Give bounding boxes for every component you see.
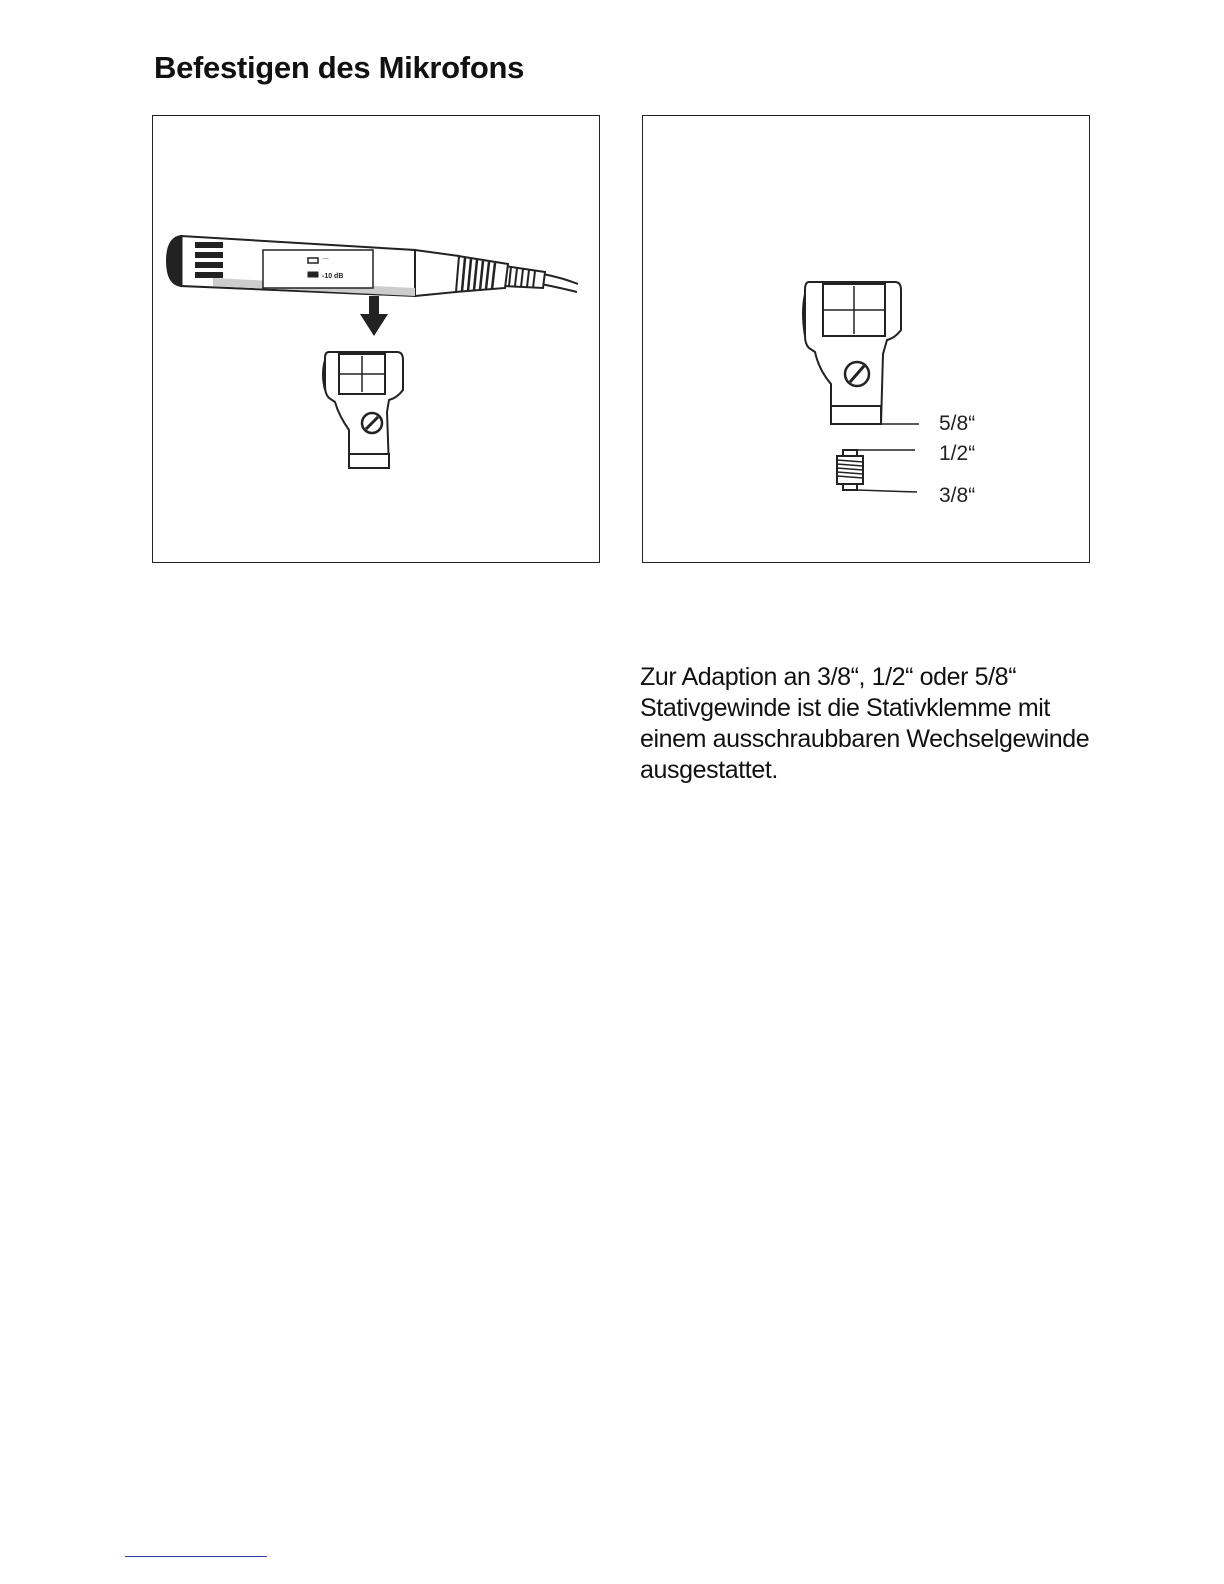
switch-label-bottom: -10 dB (322, 273, 344, 280)
arrow-down-icon (360, 296, 388, 336)
microphone-mounting-illustration (153, 116, 599, 562)
adapter-description: Zur Adaption an 3/8“, 1/2“ oder 5/8“ Stativgewinde ist die Stativklemme mit einem ausschraubbaren Wechselgewinde ausgestattet. (640, 663, 1090, 784)
thread-adapter-illustration (643, 116, 1089, 562)
thread-label-3-8: 3/8“ (939, 484, 976, 507)
thread-label-5-8: 5/8“ (939, 412, 976, 435)
page-title: Befestigen des Mikrofons (154, 50, 525, 85)
footnote-divider (125, 1556, 267, 1557)
switch-label-top: ⌒ (322, 259, 329, 266)
figure-thread-adapter (642, 115, 1090, 563)
stand-clamp (323, 352, 403, 468)
figure-microphone-mounting (152, 115, 600, 563)
stand-clamp (803, 282, 901, 424)
thread-label-1-2: 1/2“ (939, 442, 976, 465)
thread-insert (837, 450, 863, 490)
